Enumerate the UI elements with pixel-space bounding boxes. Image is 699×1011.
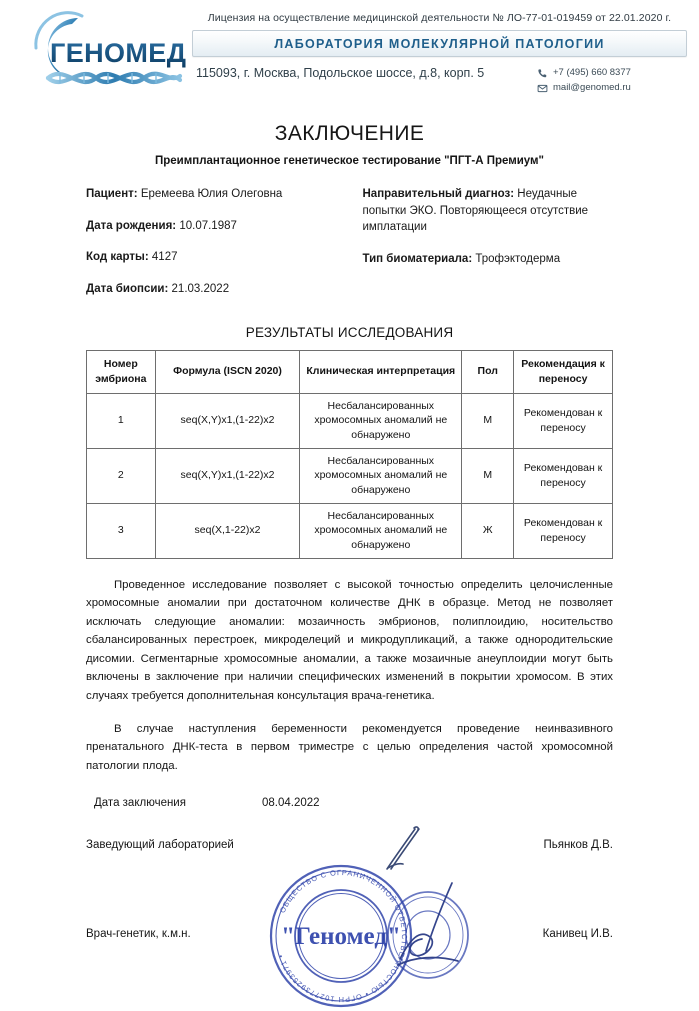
cell-recommendation: Рекомендован к переносу: [514, 503, 613, 558]
lab-head-name: Пьянков Д.В.: [543, 839, 613, 852]
patient-card-value: 4127: [151, 251, 178, 264]
patient-biopsy-value: 21.03.2022: [171, 283, 230, 296]
cell-formula: seq(X,Y)x1,(1-22)x2: [155, 393, 300, 448]
cell-recommendation: Рекомендован к переносу: [514, 393, 613, 448]
cell-interpretation: Несбалансированных хромосомных аномалий не обнаружено: [300, 393, 462, 448]
referral-diagnosis-value: Неудачные попытки ЭКО. Повторяющееся отсутствие имплатации: [362, 188, 589, 234]
address-contacts-row: [192, 66, 687, 95]
cell-formula: seq(X,1-22)x2: [155, 503, 300, 558]
patient-birth-row: [86, 218, 350, 235]
letterhead-right: [192, 4, 687, 95]
lab-banner-text: ЛАБОРАТОРИЯ МОЛЕКУЛЯРНОЙ ПАТОЛОГИИ: [274, 36, 605, 51]
col-embryo-number: Номер эмбриона: [87, 350, 156, 393]
letterhead: [0, 0, 699, 100]
cell-formula: seq(X,Y)x1,(1-22)x2: [155, 448, 300, 503]
email-address: mail@genomed.ru: [553, 81, 631, 93]
cell-interpretation: Несбалансированных хромосомных аномалий не обнаружено: [300, 448, 462, 503]
cell-recommendation: Рекомендован к переносу: [514, 448, 613, 503]
phone-icon: [537, 68, 548, 79]
genomed-dna-logo: [12, 4, 192, 100]
company-address: 115093, г. Москва, Подольское шоссе, д.8, корп. 5: [196, 66, 485, 80]
col-recommendation: Рекомендация к переносу: [514, 350, 613, 393]
referral-diagnosis-label: Направительный диагноз:: [362, 188, 515, 200]
biomaterial-value: Трофэктодерма: [475, 253, 561, 266]
cell-embryo-number: 3: [87, 503, 156, 558]
referral-diagnosis-row: [363, 186, 614, 236]
table-row: [87, 448, 613, 503]
stamp-ring-text: ОБЩЕСТВО С ОГРАНИЧЕННОЙ ОТВЕТСТВЕННОСТЬЮ • ОГРН 1027739253971 •: [275, 868, 410, 1005]
table-header-row: [87, 350, 613, 393]
patient-meta-left: [86, 186, 350, 298]
page-subtitle: Преимплантационное генетическое тестирование "ПГТ-А Премиум": [154, 155, 545, 167]
patient-biopsy-label: Дата биопсии:: [86, 283, 169, 296]
col-interpretation: Клиническая интерпретация: [300, 350, 462, 393]
geneticist-role: Врач-генетик, к.м.н.: [86, 928, 191, 941]
notes-paragraph-1: Проведенное исследование позволяет с высокой точностью определить целочисленные хромосомные аномалии при достаточном количестве ДНК в образце. Метод не позволяет исключать следующие аномалии: мозаичность эмбрионов, полиплоидию, носительство сбалансированных перестроек, микроделеций и микродупликаций, а также однородительские дисомии. Сегментарные хромосомные аномалии, а также мозаичные анеуплоидии могут быть включены в заключение при наличии специфических изменений в покрытии хромосом. В этих случаях требуется дополнительная консультация врача-генетика.: [86, 578, 613, 702]
signature-row-geneticist: [86, 928, 613, 940]
company-logo: [12, 4, 192, 100]
geneticist-name: Канивец И.В.: [542, 928, 613, 941]
signature-block: [86, 839, 613, 1005]
patient-birth-value: 10.07.1987: [179, 219, 237, 232]
page-title: ЗАКЛЮЧЕНИЕ: [274, 122, 425, 145]
patient-name-value: Еремеева Юлия Олеговна: [140, 188, 283, 200]
document-body: [0, 122, 699, 1005]
cell-interpretation: Несбалансированных хромосомных аномалий не обнаружено: [300, 503, 462, 558]
patient-card-row: [86, 249, 350, 266]
table-row: [87, 393, 613, 448]
biomaterial-row: [363, 251, 614, 268]
patient-birth-label: Дата рождения:: [86, 219, 177, 232]
patient-biopsy-row: [86, 281, 350, 298]
conclusion-date-row: [86, 797, 613, 809]
cell-embryo-number: 2: [87, 448, 156, 503]
col-sex: Пол: [462, 350, 514, 393]
envelope-icon: [537, 83, 548, 94]
lab-head-role: Заведующий лабораторией: [86, 839, 234, 852]
table-row: [87, 503, 613, 558]
results-table: [86, 350, 613, 559]
col-formula: Формула (ISCN 2020): [155, 350, 300, 393]
phone-number: +7 (495) 660 8377: [553, 67, 631, 78]
results-section-title: РЕЗУЛЬТАТЫ ИССЛЕДОВАНИЯ: [245, 324, 454, 340]
phone-line: [537, 66, 687, 81]
email-line: [537, 81, 687, 96]
conclusion-date-label: Дата заключения: [94, 797, 186, 810]
signature-row-head: [86, 839, 613, 851]
notes-paragraph-2: В случае наступления беременности рекомендуется проведение неинвазивного пренатального ДНК-теста в первом триместре с целью определения частой хромосомной патологии плода.: [86, 722, 613, 772]
stamp-center-text: "Геномед": [281, 923, 401, 951]
cell-sex: Ж: [462, 503, 514, 558]
cell-sex: М: [462, 448, 514, 503]
patient-name-row: [86, 186, 350, 203]
lab-banner: [192, 30, 687, 57]
contact-block: [537, 66, 687, 95]
license-text: Лицензия на осуществление медицинской деятельности № ЛО-77-01-019459 от 22.01.2020 г.: [207, 12, 672, 24]
patient-meta-right: [350, 186, 614, 298]
logo-wordmark: ГЕНОМЕД: [50, 38, 187, 68]
cell-sex: М: [462, 393, 514, 448]
patient-card-label: Код карты:: [86, 251, 149, 264]
biomaterial-label: Тип биоматериала:: [362, 253, 473, 266]
patient-meta: [86, 186, 613, 298]
patient-name-label: Пациент:: [86, 188, 138, 200]
cell-embryo-number: 1: [87, 393, 156, 448]
conclusion-date-value: 08.04.2022: [262, 797, 320, 810]
